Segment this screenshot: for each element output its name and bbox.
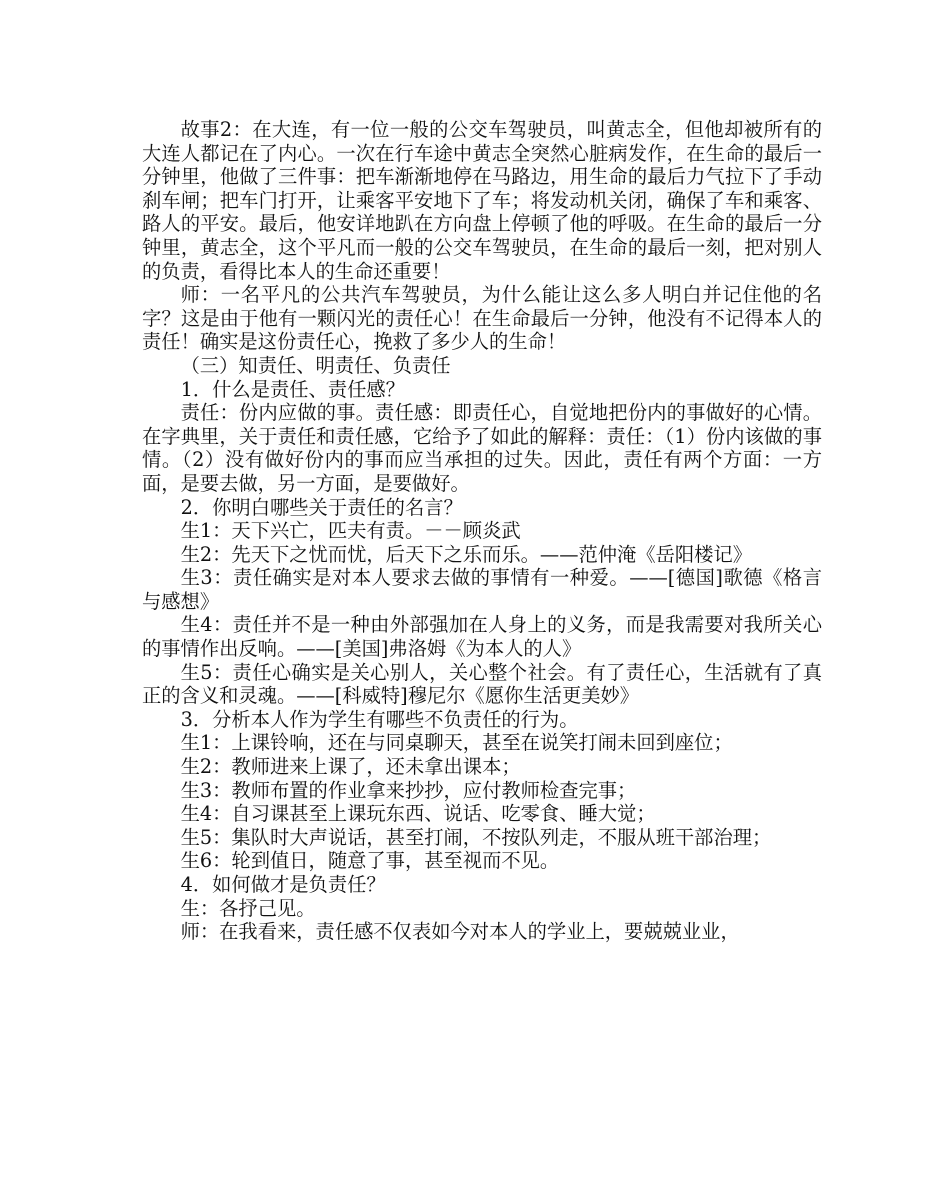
paragraph-story-2: 故事2：在大连，有一位一般的公交车驾驶员，叫黄志全，但他却被所有的大连人都记在了内心。一次在行车途中黄志全突然心脏病发作，在生命的最后一分钟里，他做了三件事：把车渐渐地停在马路边，用生命的最后力气拉下了手动刹车闸；把车门打开，让乘客平安地下了车；将发动机关闭，确保了车和乘客、路人的平安。最后，他安详地趴在方向盘上停顿了他的呼吸。在生命的最后一分钟里，黄志全，这个平凡而一般的公交车驾驶员，在生命的最后一刻，把对别人的负责，看得比本人的生命还重要！ xyxy=(142,118,822,283)
question-4: 4．如何做才是负责任？ xyxy=(180,873,386,896)
paragraph-definition: 责任：份内应做的事。责任感：即责任心，自觉地把份内的事做好的心情。在字典里，关于责任和责任感，它给予了如此的解释：责任：（1）份内该做的事情。（2）没有做好份内的事而应当承担的过失。因此，责任有两个方面：一方面，是要去做，另一方面，是要做好。 xyxy=(142,401,822,495)
question-2: 2．你明白哪些关于责任的名言？ xyxy=(180,495,463,519)
quote-student-1: 生1：天下兴亡，匹夫有责。－－顾炎武 xyxy=(180,519,521,543)
paragraph-teacher-closing: 师：在我看来，责任感不仅表如今对本人的学业上，要兢兢业业， xyxy=(180,920,740,944)
section-heading: （三）知责任、明责任、负责任 xyxy=(180,353,451,377)
question-3: 3．分析本人作为学生有哪些不负责任的行为。 xyxy=(180,707,579,731)
answer-student-6: 生6：轮到值日，随意了事，甚至视而不见。 xyxy=(180,849,560,873)
paragraph-teacher-comment: 师：一名平凡的公共汽车驾驶员，为什么能让这么多人明白并记住他的名字？这是由于他有一颗闪光的责任心！在生命最后一分钟，他没有不记得本人的责任！确实是这份责任心，挽救了多少人的生命！ xyxy=(142,283,822,354)
answer-student-1: 生1：上课铃响，还在与同桌聊天，甚至在说笑打闹未回到座位； xyxy=(180,731,733,755)
answer-student-3: 生3：教师布置的作业拿来抄抄，应付教师检查完事； xyxy=(180,778,637,802)
answer-student-4: 生4：自习课甚至上课玩东西、说话、吃零食、睡大觉； xyxy=(180,802,656,826)
answer-student-2: 生2：教师进来上课了，还未拿出课本； xyxy=(180,755,521,779)
document-body xyxy=(142,118,822,944)
question-1: 1．什么是责任、责任感？ xyxy=(180,377,405,401)
answer-student-5: 生5：集队时大声说话，甚至打闹，不按队列走，不服从班干部治理； xyxy=(180,825,772,849)
answer-students: 生：各抒己见。 xyxy=(180,896,316,920)
quote-student-5: 生5：责任心确实是关心别人，关心整个社会。有了责任心，生活就有了真正的含义和灵魂。——[科威特]穆尼尔《愿你生活更美妙》 xyxy=(142,660,822,708)
quote-student-2: 生2：先天下之忧而忧，后天下之乐而乐。——范仲淹《岳阳楼记》 xyxy=(180,542,753,566)
quote-student-3: 生3：责任确实是对本人要求去做的事情有一种爱。——[德国]歌德《格言与感想》 xyxy=(142,566,822,613)
quote-student-4: 生4：责任并不是一种由外部强加在人身上的义务，而是我需要对我所关心的事情作出反响。——[美国]弗洛姆《为本人的人》 xyxy=(142,613,822,661)
